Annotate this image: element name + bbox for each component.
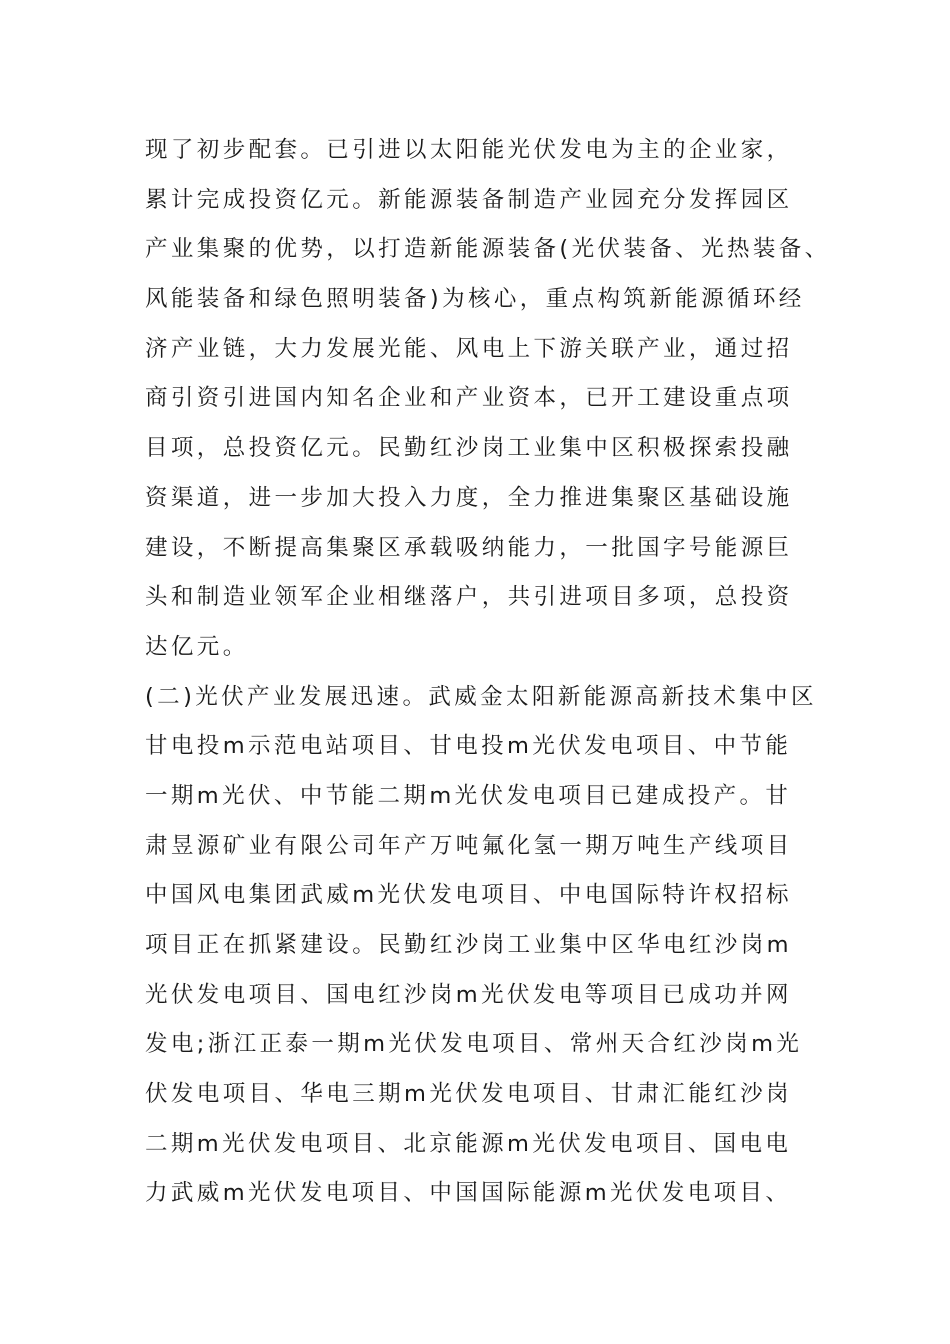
text-line: 资渠道，进一步加大投入力度，全力推进集聚区基础设施 [145, 484, 793, 511]
text-line: 力武威m光伏发电项目、中国国际能源m光伏发电项目、 [145, 1180, 792, 1207]
text-line: 商引资引进国内知名企业和产业资本，已开工建设重点项 [145, 385, 793, 412]
text-line: 项目正在抓紧建设。民勤红沙岗工业集中区华电红沙岗m [145, 932, 792, 958]
text-line: 光伏发电项目、国电红沙岗m光伏发电等项目已成功并网 [145, 981, 792, 1008]
text-line: 二期m光伏发电项目、北京能源m光伏发电项目、国电电 [145, 1130, 792, 1157]
text-line: 达亿元。 [145, 633, 249, 660]
text-line: 建设，不断提高集聚区承载吸纳能力，一批国字号能源巨 [145, 534, 793, 561]
text-line: 头和制造业领军企业相继落户，共引进项目多项，总投资 [145, 584, 793, 611]
text-line: 风能装备和绿色照明装备)为核心，重点构筑新能源循环经 [145, 286, 805, 313]
text-line: 中国风电集团武威m光伏发电项目、中电国际特许权招标 [145, 882, 792, 909]
text-line: 目项，总投资亿元。民勤红沙岗工业集中区积极探索投融 [145, 435, 793, 462]
text-line: 甘电投m示范电站项目、甘电投m光伏发电项目、中节能 [145, 733, 792, 760]
text-line: 伏发电项目、华电三期m光伏发电项目、甘肃汇能红沙岗 [145, 1081, 792, 1108]
text-line: 济产业链，大力发展光能、风电上下游关联产业，通过招 [145, 335, 793, 362]
text-line: 累计完成投资亿元。新能源装备制造产业园充分发挥园区 [145, 186, 793, 213]
body-text [145, 126, 935, 1219]
text-line: 肃昱源矿业有限公司年产万吨氟化氢一期万吨生产线项目 [145, 832, 793, 859]
text-line: 现了初步配套。已引进以太阳能光伏发电为主的企业家， [145, 137, 793, 163]
text-line: 一期m光伏、中节能二期m光伏发电项目已建成投产。甘 [145, 782, 792, 809]
text-line: 发电;浙江正泰一期m光伏发电项目、常州天合红沙岗m光 [145, 1031, 803, 1058]
section-heading-line: (二)光伏产业发展迅速。武威金太阳新能源高新技术集中区 [145, 683, 817, 710]
text-line: 产业集聚的优势，以打造新能源装备(光伏装备、光热装备、 [145, 236, 831, 263]
